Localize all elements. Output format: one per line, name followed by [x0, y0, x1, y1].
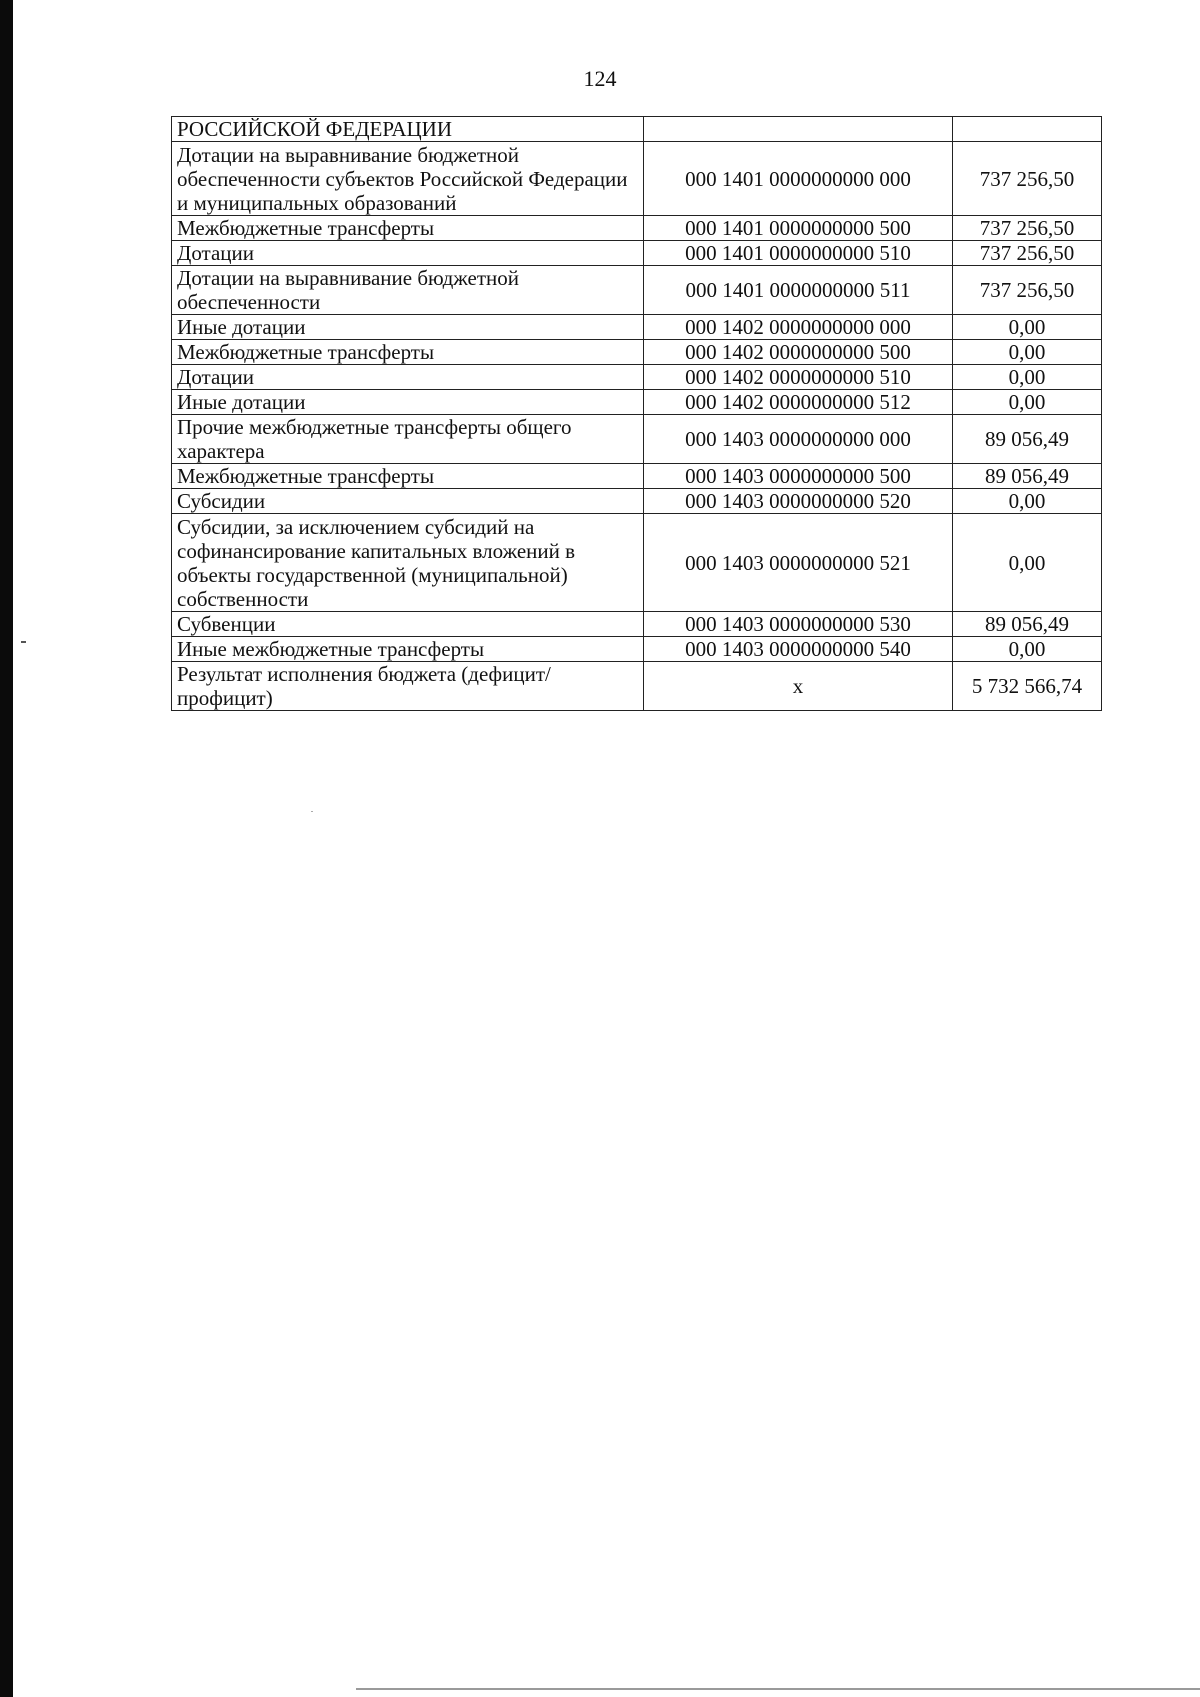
row-amount: 0,00 [953, 365, 1102, 390]
row-amount: 0,00 [953, 637, 1102, 662]
table-row [172, 514, 1102, 612]
table-row [172, 365, 1102, 390]
row-code: 000 1403 0000000000 520 [644, 489, 953, 514]
row-amount: 89 056,49 [953, 612, 1102, 637]
row-name: Межбюджетные трансферты [172, 340, 644, 365]
table-row [172, 415, 1102, 464]
table-row [172, 315, 1102, 340]
row-amount: 737 256,50 [953, 216, 1102, 241]
row-name: Межбюджетные трансферты [172, 464, 644, 489]
row-amount: 0,00 [953, 315, 1102, 340]
row-name: Субсидии, за исключением субсидий на софинансирование капитальных вложений в объекты государственной (муниципальной) собственности [172, 514, 644, 612]
row-code [644, 117, 953, 142]
row-name: Дотации [172, 241, 644, 266]
row-amount: 0,00 [953, 489, 1102, 514]
table-row [172, 489, 1102, 514]
scan-dot [311, 811, 313, 812]
row-code: 000 1403 0000000000 500 [644, 464, 953, 489]
row-code: 000 1401 0000000000 500 [644, 216, 953, 241]
row-code: 000 1403 0000000000 521 [644, 514, 953, 612]
row-code: x [644, 662, 953, 711]
row-amount: 737 256,50 [953, 266, 1102, 315]
scan-left-edge [0, 0, 13, 1697]
table-row [172, 662, 1102, 711]
table-row [172, 117, 1102, 142]
scan-speck [21, 641, 26, 643]
row-amount: 5 732 566,74 [953, 662, 1102, 711]
row-name: Дотации [172, 365, 644, 390]
table-row [172, 216, 1102, 241]
row-code: 000 1403 0000000000 000 [644, 415, 953, 464]
row-code: 000 1401 0000000000 511 [644, 266, 953, 315]
row-code: 000 1402 0000000000 512 [644, 390, 953, 415]
page-number: 124 [583, 66, 617, 91]
budget-table [171, 116, 1102, 711]
table-row [172, 464, 1102, 489]
row-code: 000 1401 0000000000 000 [644, 142, 953, 216]
row-amount [953, 117, 1102, 142]
row-name: Субвенции [172, 612, 644, 637]
row-name: Дотации на выравнивание бюджетной обеспеченности субъектов Российской Федерации и муниципальных образований [172, 142, 644, 216]
row-name: Иные дотации [172, 390, 644, 415]
row-amount: 737 256,50 [953, 241, 1102, 266]
row-name: Прочие межбюджетные трансферты общего характера [172, 415, 644, 464]
row-amount: 0,00 [953, 390, 1102, 415]
row-name: РОССИЙСКОЙ ФЕДЕРАЦИИ [172, 117, 644, 142]
row-code: 000 1402 0000000000 510 [644, 365, 953, 390]
row-amount: 89 056,49 [953, 464, 1102, 489]
row-name: Межбюджетные трансферты [172, 216, 644, 241]
row-name: Результат исполнения бюджета (дефицит/профицит) [172, 662, 644, 711]
bottom-rule [356, 1688, 1200, 1690]
row-code: 000 1402 0000000000 000 [644, 315, 953, 340]
table-row [172, 637, 1102, 662]
table-row [172, 142, 1102, 216]
table-row [172, 390, 1102, 415]
row-name: Иные дотации [172, 315, 644, 340]
table-row [172, 266, 1102, 315]
row-amount: 737 256,50 [953, 142, 1102, 216]
row-amount: 89 056,49 [953, 415, 1102, 464]
row-code: 000 1403 0000000000 530 [644, 612, 953, 637]
row-code: 000 1402 0000000000 500 [644, 340, 953, 365]
row-code: 000 1401 0000000000 510 [644, 241, 953, 266]
row-amount: 0,00 [953, 340, 1102, 365]
row-name: Субсидии [172, 489, 644, 514]
row-name: Дотации на выравнивание бюджетной обеспеченности [172, 266, 644, 315]
table-row [172, 340, 1102, 365]
row-name: Иные межбюджетные трансферты [172, 637, 644, 662]
row-code: 000 1403 0000000000 540 [644, 637, 953, 662]
row-amount: 0,00 [953, 514, 1102, 612]
table-row [172, 612, 1102, 637]
table-row [172, 241, 1102, 266]
